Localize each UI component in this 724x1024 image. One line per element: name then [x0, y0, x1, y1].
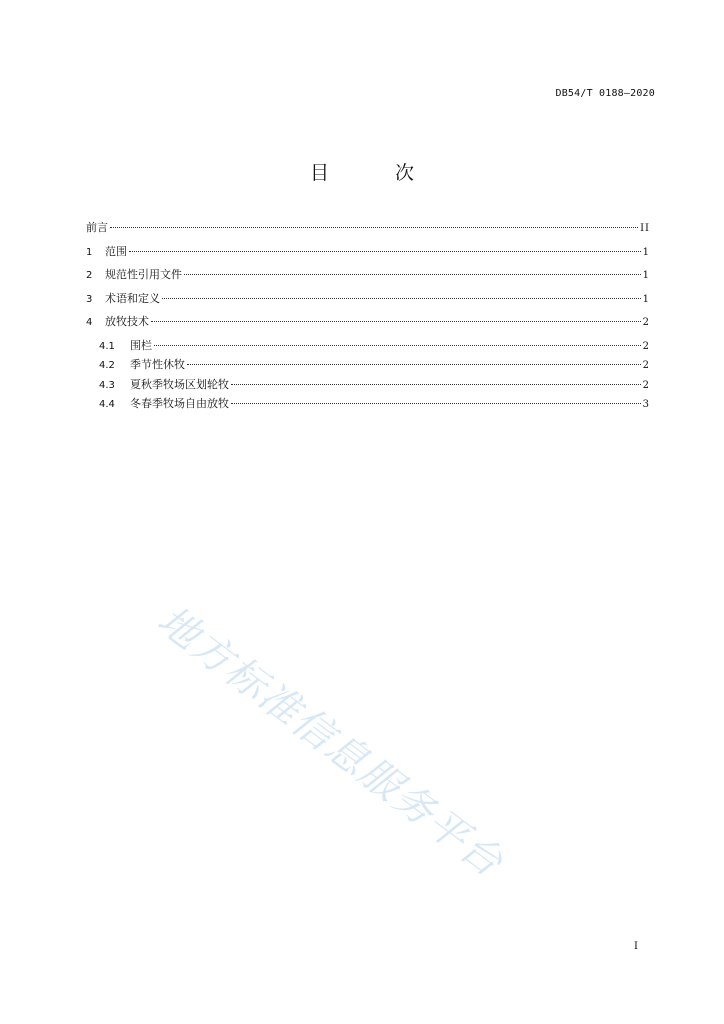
toc-leader [184, 274, 641, 275]
toc-label: 术语和定义 [105, 291, 160, 305]
toc-leader [129, 251, 641, 252]
toc-number: 1 [86, 246, 93, 258]
toc-leader [154, 345, 641, 346]
toc-leader [187, 364, 641, 365]
toc-page: 3 [642, 399, 650, 410]
toc-entry[interactable] [86, 219, 650, 243]
toc-label: 前言 [86, 221, 108, 234]
toc-number: 4.2 [99, 360, 115, 371]
page-number: I [634, 941, 638, 952]
toc-entry[interactable] [86, 376, 650, 396]
toc-number: 4.3 [99, 379, 115, 391]
toc-page: II [640, 223, 650, 234]
toc-leader [162, 298, 641, 299]
toc-number: 4.4 [99, 399, 115, 410]
toc-entry[interactable] [86, 337, 650, 357]
table-of-contents [86, 219, 650, 415]
toc-label: 围栏 [130, 338, 152, 352]
toc-page: 2 [642, 317, 650, 328]
watermark: 地方标准信息服务平台 [148, 597, 513, 887]
toc-page: 2 [642, 360, 650, 371]
toc-page: 2 [642, 340, 650, 352]
toc-entry[interactable] [86, 313, 650, 337]
toc-label: 范围 [105, 244, 127, 258]
toc-entry[interactable] [86, 266, 650, 290]
toc-page: 1 [642, 270, 650, 281]
toc-number: 3 [86, 293, 93, 305]
doc-code: DB54/T 0188—2020 [555, 88, 655, 99]
toc-leader [110, 227, 638, 228]
toc-leader [231, 403, 641, 404]
toc-number: 2 [86, 270, 93, 281]
page-title: 目 次 [309, 162, 445, 184]
toc-label: 冬春季牧场自由放牧 [130, 397, 229, 410]
toc-entry[interactable] [86, 243, 650, 267]
toc-leader [151, 321, 641, 322]
toc-entry[interactable] [86, 290, 650, 314]
toc-number: 4 [86, 317, 93, 328]
toc-label: 季节性休牧 [130, 358, 185, 371]
toc-leader [231, 384, 641, 385]
toc-entry[interactable] [86, 395, 650, 415]
toc-entry[interactable] [86, 356, 650, 376]
toc-number: 4.1 [99, 340, 115, 352]
toc-label: 规范性引用文件 [105, 268, 182, 281]
toc-page: 1 [642, 246, 650, 258]
toc-label: 夏秋季牧场区划轮牧 [130, 377, 229, 391]
toc-page: 1 [642, 293, 650, 305]
toc-page: 2 [642, 379, 650, 391]
toc-label: 放牧技术 [105, 315, 149, 328]
